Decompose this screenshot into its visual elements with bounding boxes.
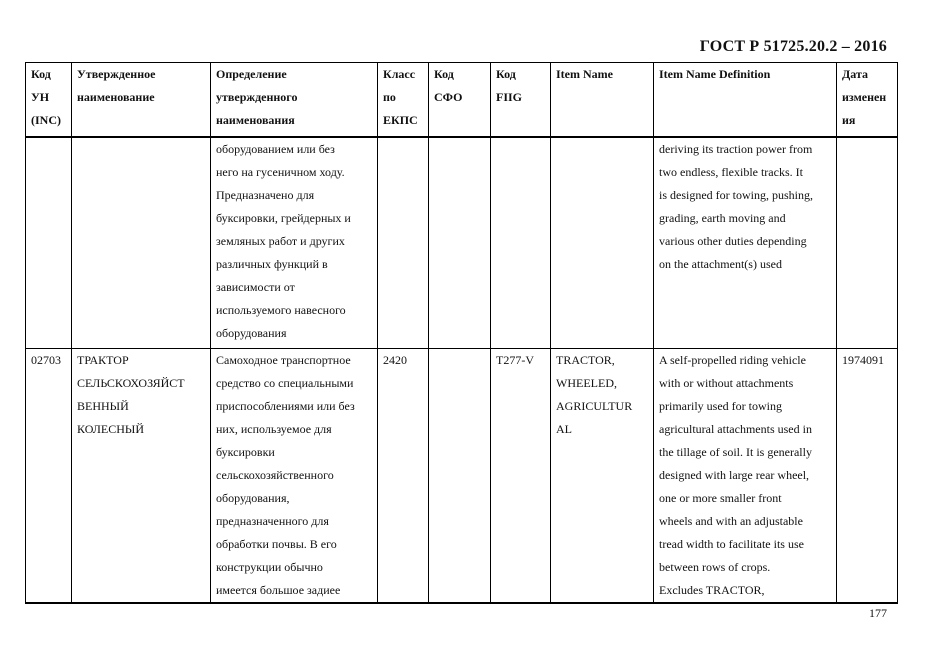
text-line: имеется большое задиее [216,583,341,597]
text-line: Дата [842,67,868,81]
text-line: various other duties depending [659,233,807,248]
text-line: Код [31,67,51,81]
header-approved-name [72,63,211,137]
text-line: КОЛЕСНЫЙ [77,422,145,436]
text-line: AL [556,422,572,436]
text-line: буксировки, грейдерных и [216,210,351,225]
document-title: ГОСТ Р 51725.20.2 – 2016 [699,38,887,55]
page-number: 177 [869,606,887,620]
header-fiig-code [491,63,551,137]
text-line: Код [434,67,454,81]
header-change-date [837,63,898,137]
text-line: используемого навесного [216,302,346,317]
table-row-continuation [26,137,898,349]
text-line: on the attachment(s) used [659,256,782,271]
text-line: наименования [216,113,295,127]
text-line: по [383,90,396,104]
header-row [26,63,898,137]
cell-inc: 02703 [26,349,72,604]
text-line: Item Name [556,67,613,81]
cell-change-date: 1974091 [837,349,898,604]
text-line: изменен [842,90,887,104]
header-sfo-code [429,63,491,137]
text-line: утвержденного [216,90,298,104]
cell-change-date [837,137,898,349]
text-line: the tillage of soil. It is generally [659,445,812,459]
cell-fiig-code [491,137,551,349]
text-line: оборудования [216,325,287,340]
text-line: Определение [216,67,287,81]
text-line: Класс [383,67,416,81]
cell-approved-name [72,137,211,349]
text-line: зависимости от [216,279,295,294]
text-line: with or without attachments [659,376,794,390]
text-line: ЕКПС [383,113,418,127]
cell-fiig-code: T277-V [491,349,551,604]
text-line: Item Name Definition [659,67,771,81]
text-line: Предназначено для [216,187,315,202]
text-line: оборудованием или без [216,141,335,156]
items-table [25,62,898,604]
text-line: оборудования, [216,491,290,505]
text-line: FIIG [496,90,523,104]
cell-approved-name [72,349,211,604]
text-line: deriving its traction power from [659,141,813,156]
header-item-name [551,63,654,137]
text-line: них, используемое для [216,422,332,436]
text-line: Excludes TRACTOR, [659,583,765,597]
text-line: ВЕННЫЙ [77,399,129,413]
text-line: средство со специальными [216,376,354,390]
text-line: TRACTOR, [556,353,615,367]
text-line: WHEELED, [556,376,617,390]
text-line: земляных работ и других [216,233,345,248]
text-line: ия [842,113,856,127]
table-row-02703 [26,349,898,604]
text-line: СФО [434,90,463,104]
text-line: primarily used for towing [659,399,782,413]
text-line: agricultural attachments used in [659,422,812,436]
cell-item-name [551,137,654,349]
cell-inc [26,137,72,349]
text-line: two endless, flexible tracks. It [659,164,803,179]
text-line: is designed for towing, pushing, [659,187,813,202]
text-line: grading, earth moving and [659,210,786,225]
text-line: (INC) [31,113,61,127]
text-line: one or more smaller front [659,491,782,505]
cell-sfo-code [429,137,491,349]
header-item-definition [654,63,837,137]
text-line: наименование [77,90,155,104]
text-line: предназначенного для [216,514,329,528]
text-line: Утвержденное [77,67,156,81]
text-line: обработки почвы. В его [216,537,337,551]
text-line: Код [496,67,516,81]
cell-definition-en [654,137,837,349]
text-line: буксировки [216,445,275,459]
text-line: него на гусеничном ходу. [216,164,345,179]
cell-sfo-code [429,349,491,604]
cell-definition-ru [211,137,378,349]
header-definition [211,63,378,137]
cell-definition-en [654,349,837,604]
text-line: СЕЛЬСКОХОЗЯЙСТ [77,376,185,390]
cell-definition-ru [211,349,378,604]
text-line: ТРАКТОР [77,353,129,367]
text-line: различных функций в [216,256,328,271]
text-line: УН [31,90,50,104]
cell-ekps-class: 2420 [378,349,429,604]
header-inc [26,63,72,137]
text-line: A self-propelled riding vehicle [659,353,806,367]
cell-item-name [551,349,654,604]
text-line: приспособлениями или без [216,399,355,413]
header-ekps-class [378,63,429,137]
text-line: сельскохозяйственного [216,468,334,482]
text-line: AGRICULTUR [556,399,633,413]
cell-ekps-class [378,137,429,349]
text-line: designed with large rear wheel, [659,468,810,482]
text-line: between rows of crops. [659,560,771,574]
text-line: Самоходное транспортное [216,353,351,367]
text-line: конструкции обычно [216,560,323,574]
text-line: wheels and with an adjustable [659,514,803,528]
text-line: tread width to facilitate its use [659,537,804,551]
